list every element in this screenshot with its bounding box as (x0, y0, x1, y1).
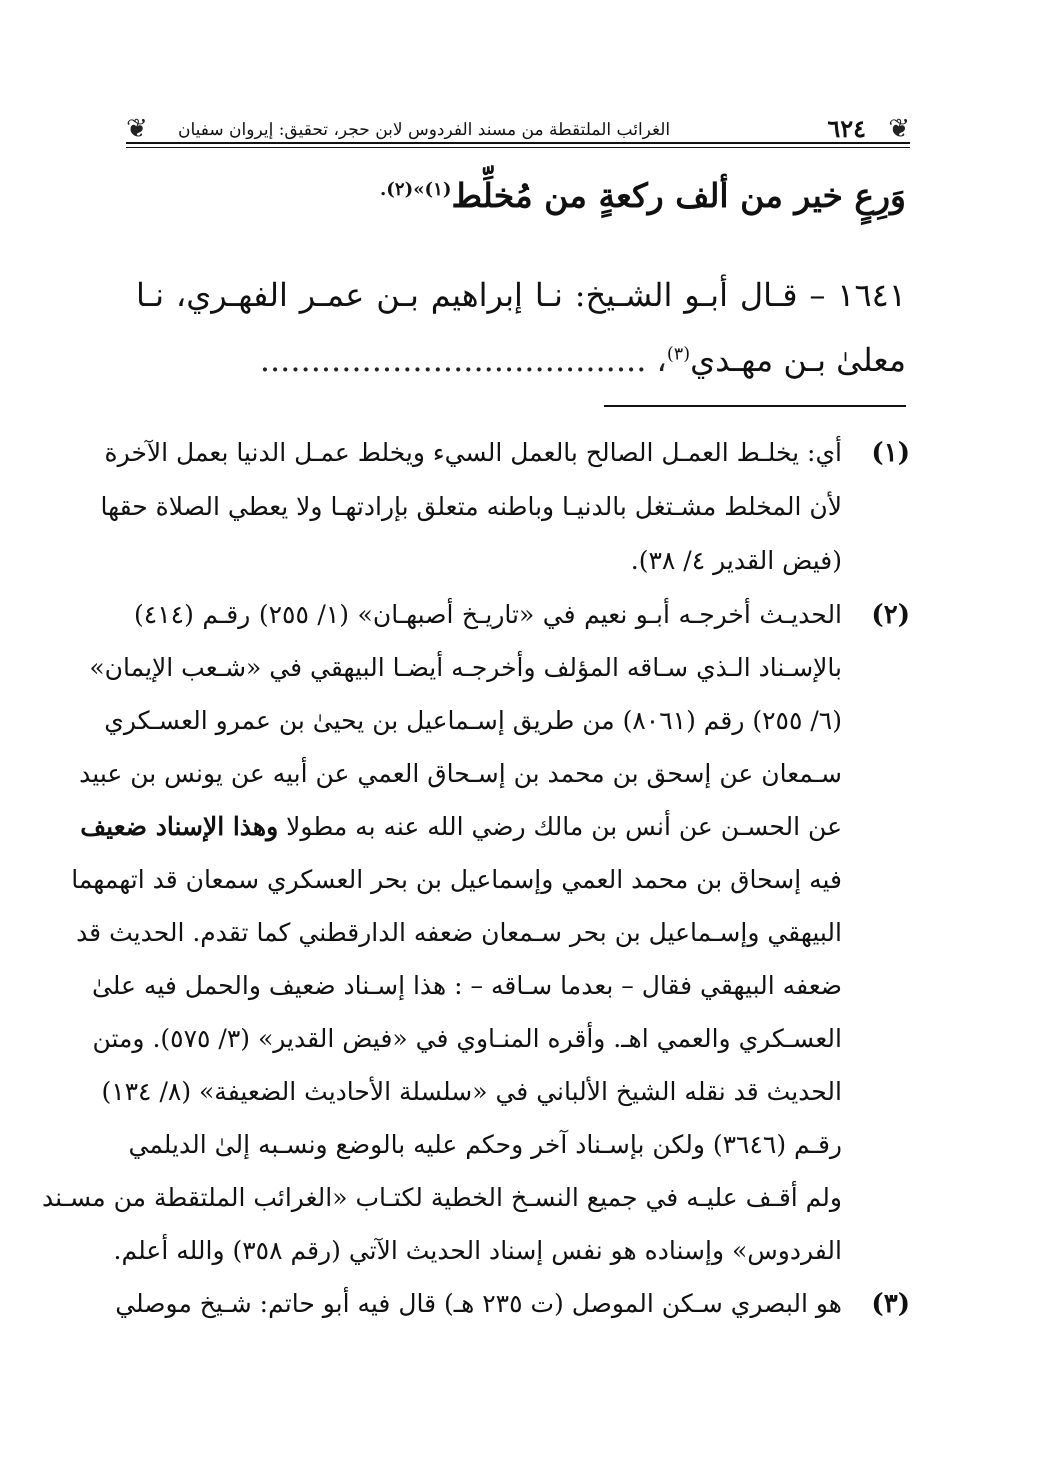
footnote-number: (١) (871, 438, 910, 468)
hadith-1641-opening: ١٦٤١ – قـال أبـو الشـيخ: نـا إبراهيم بـن عمـر الفهـري، نـا (136, 276, 906, 314)
running-title: الغرائب الملتقطة من مسند الفردوس لابن حجر، تحقيق: إيروان سفيان (178, 120, 671, 140)
footnote-number: (٣) (871, 1289, 910, 1319)
footnote-number: (٢) (871, 600, 910, 630)
footnote-line: سـمعان عن إسحق بن محمد بن إسـحاق العمي عن أبيه عن يونس بن عبيد (79, 759, 842, 788)
footnote-line: بالإسـناد الـذي سـاقه المؤلف وأخرجـه أيضـا البيهقي في «شـعب الإيمان» (89, 653, 842, 682)
footnote-line: (فيض القدير ٤/ ٣٨). (630, 546, 842, 575)
ellipsis-dots: ، ...................................... (259, 341, 667, 379)
footnote-line: ضعفه البيهقي فقال – بعدما سـاقه – : هذا إسـناد ضعيف والحمل فيه علىٰ (91, 971, 842, 1000)
footnote-separator (604, 405, 906, 407)
footnote-ref-3: (٣) (666, 344, 691, 365)
footnote-line: الحديث قد نقله الشيخ الألباني في «سلسلة الأحاديث الضعيفة» (٨/ ١٣٤) (101, 1077, 842, 1106)
footnote-line: البيهقي وإسـماعيل بن بحر سـمعان ضعفه الدارقطني كما تقدم. الحديث قد (76, 918, 842, 947)
footnote-line: الحديـث أخرجـه أبـو نعيم في «تاريـخ أصبهـان» (١/ ٢٥٥) رقـم (٤١٤) (134, 600, 843, 629)
footnote-line: لأن المخلط مشـتغل بالدنيـا وباطنه متعلق بإرادتهـا ولا يعطي الصلاة حقها (100, 492, 842, 521)
footnote-line: فيه إسحاق بن محمد العمي وإسماعيل بن بحر العسكري سمعان قد اتهمهما (71, 865, 842, 894)
page-header (126, 100, 910, 152)
footnote-line: (٦/ ٢٥٥) رقم (٨٠٦١) من طريق إسـماعيل بن يحيىٰ بن عمرو العسـكري (104, 706, 842, 735)
floral-ornament-icon: ❦ (888, 114, 910, 144)
main-text-line-3: معلىٰ بـن مهـدي$^{(٣)}$، ...................................... (259, 341, 906, 379)
footnote-line: الفردوس» وإسناده هو نفس إسناد الحديث الآتي (رقم ٣٥٨) والله أعلم. (113, 1236, 842, 1265)
footnote-line: عن الحسـن عن أنس بن مالك رضي الله عنه به مطولا وهذا الإسناد ضعيف (80, 812, 842, 841)
page-number: ٦٢٤ (827, 114, 866, 143)
main-text-line-1: وَرِعٍ خير من ألف ركعةٍ من مُخلِّط$^{(١)»(٢).}$ (379, 176, 906, 215)
footnote-refs: (١)»(٢). (379, 179, 452, 200)
footnote-line: ولم أقـف عليـه في جميع النسـخ الخطية لكتـاب «الغرائب الملتقطة من مسـند (42, 1183, 842, 1212)
header-rule (126, 142, 910, 144)
bold-phrase: وهذا الإسناد ضعيف (80, 812, 279, 841)
footnote-line: هو البصري سـكن الموصل (ت ٢٣٥ هـ) قال فيه أبو حاتم: شـيخ موصلي (115, 1289, 842, 1318)
footnote-line: رقـم (٣٦٤٦) ولكن بإسـناد آخر وحكم عليه بالوضع ونسـبه إلىٰ الديلمي (128, 1130, 842, 1159)
floral-ornament-icon: ❦ (126, 114, 148, 144)
footnote-line: أي: يخلـط العمـل الصالح بالعمل السيء ويخلط عمـل الدنيا بعمل الآخرة (104, 438, 842, 467)
header-rule-thin (126, 147, 910, 148)
footnote-line: العسـكري والعمي اهـ. وأقره المنـاوي في «فيض القدير» (٣/ ٥٧٥). ومتن (92, 1024, 842, 1053)
